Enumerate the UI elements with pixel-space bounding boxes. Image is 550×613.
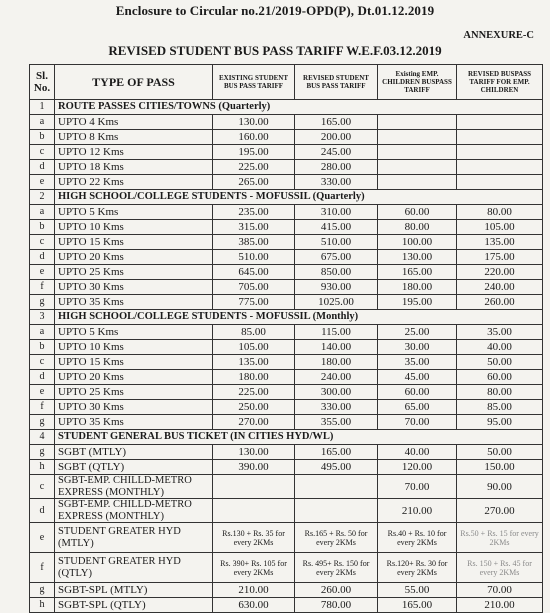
table-row xyxy=(30,250,543,265)
existing-emp-tariff: 80.00 xyxy=(378,220,457,235)
existing-student-tariff: Rs. 390+ Rs. 105 for every 2KMs xyxy=(213,553,295,583)
revised-student-tariff: 260.00 xyxy=(295,583,378,598)
existing-student-tariff: 85.00 xyxy=(213,325,295,340)
table-row xyxy=(30,295,543,310)
revised-emp-tariff: 40.00 xyxy=(457,340,543,355)
tariff-table xyxy=(29,64,543,613)
existing-emp-tariff: 165.00 xyxy=(378,265,457,280)
row-sl: d xyxy=(30,370,55,385)
pass-type: UPTO 10 Kms xyxy=(55,340,213,355)
existing-emp-tariff: 35.00 xyxy=(378,355,457,370)
pass-type: UPTO 20 Kms xyxy=(55,370,213,385)
existing-emp-tariff: 65.00 xyxy=(378,400,457,415)
row-sl: d xyxy=(30,250,55,265)
section-title: STUDENT GENERAL BUS TICKET (IN CITIES HYD/WL) xyxy=(55,430,543,445)
revised-student-tariff xyxy=(295,475,378,499)
table-row xyxy=(30,235,543,250)
pass-type: UPTO 20 Kms xyxy=(55,250,213,265)
pass-type: UPTO 30 Kms xyxy=(55,400,213,415)
existing-emp-tariff: 165.00 xyxy=(378,598,457,613)
revised-student-tariff: 200.00 xyxy=(295,130,378,145)
row-sl: d xyxy=(30,499,55,523)
existing-emp-tariff: 60.00 xyxy=(378,385,457,400)
existing-emp-tariff: 45.00 xyxy=(378,370,457,385)
existing-student-tariff: 160.00 xyxy=(213,130,295,145)
revised-emp-tariff: 220.00 xyxy=(457,265,543,280)
existing-emp-tariff: Rs.120+ Rs. 30 for every 2KMs xyxy=(378,553,457,583)
existing-emp-tariff xyxy=(378,145,457,160)
pass-type: UPTO 5 Kms xyxy=(55,205,213,220)
table-row xyxy=(30,355,543,370)
section-number: 4 xyxy=(30,430,55,445)
existing-student-tariff: 210.00 xyxy=(213,583,295,598)
pass-type: SGBT-EMP. CHILLD-METRO EXPRESS (MONTHLY) xyxy=(55,499,213,523)
revised-emp-tariff: 85.00 xyxy=(457,400,543,415)
section-title: ROUTE PASSES CITIES/TOWNS (Quarterly) xyxy=(55,100,543,115)
pass-type: UPTO 25 Kms xyxy=(55,385,213,400)
existing-student-tariff xyxy=(213,499,295,523)
existing-student-tariff xyxy=(213,475,295,499)
pass-type: UPTO 18 Kms xyxy=(55,160,213,175)
pass-type: UPTO 12 Kms xyxy=(55,145,213,160)
pass-type: UPTO 8 Kms xyxy=(55,130,213,145)
table-row xyxy=(30,598,543,613)
pass-type: STUDENT GREATER HYD (MTLY) xyxy=(55,523,213,553)
existing-emp-tariff: 40.00 xyxy=(378,445,457,460)
revised-student-tariff xyxy=(295,499,378,523)
revised-student-tariff: 245.00 xyxy=(295,145,378,160)
revised-student-tariff: 930.00 xyxy=(295,280,378,295)
existing-student-tariff: 390.00 xyxy=(213,460,295,475)
section-number: 2 xyxy=(30,190,55,205)
row-sl: e xyxy=(30,523,55,553)
table-row xyxy=(30,460,543,475)
pass-type: UPTO 15 Kms xyxy=(55,235,213,250)
revised-emp-tariff: 150.00 xyxy=(457,460,543,475)
existing-student-tariff: 510.00 xyxy=(213,250,295,265)
revised-student-tariff: 310.00 xyxy=(295,205,378,220)
row-sl: f xyxy=(30,553,55,583)
pass-type: STUDENT GREATER HYD (QTLY) xyxy=(55,553,213,583)
col-header-existing-emp: Existing EMP. CHILDREN BUSPASS TARIFF xyxy=(378,65,457,100)
revised-emp-tariff: 90.00 xyxy=(457,475,543,499)
revised-emp-tariff: 105.00 xyxy=(457,220,543,235)
existing-student-tariff: 130.00 xyxy=(213,115,295,130)
table-row xyxy=(30,385,543,400)
table-row xyxy=(30,220,543,235)
existing-student-tariff: 225.00 xyxy=(213,385,295,400)
tariff-body xyxy=(30,100,543,613)
existing-emp-tariff: 180.00 xyxy=(378,280,457,295)
revised-emp-tariff: 260.00 xyxy=(457,295,543,310)
revised-student-tariff: 165.00 xyxy=(295,445,378,460)
existing-emp-tariff: Rs.40 + Rs. 10 for every 2KMs xyxy=(378,523,457,553)
existing-student-tariff: 775.00 xyxy=(213,295,295,310)
pass-type: UPTO 10 Kms xyxy=(55,220,213,235)
existing-emp-tariff: 55.00 xyxy=(378,583,457,598)
existing-student-tariff: 130.00 xyxy=(213,445,295,460)
row-sl: g xyxy=(30,415,55,430)
header-row xyxy=(30,65,543,100)
pass-type: SGBT (MTLY) xyxy=(55,445,213,460)
existing-emp-tariff: 25.00 xyxy=(378,325,457,340)
pass-type: UPTO 25 Kms xyxy=(55,265,213,280)
pass-type: SGBT-EMP. CHILLD-METRO EXPRESS (MONTHLY) xyxy=(55,475,213,499)
table-row xyxy=(30,445,543,460)
table-row xyxy=(30,205,543,220)
table-row xyxy=(30,583,543,598)
revised-emp-tariff: 50.00 xyxy=(457,355,543,370)
existing-student-tariff: 195.00 xyxy=(213,145,295,160)
row-sl: h xyxy=(30,460,55,475)
existing-student-tariff: 225.00 xyxy=(213,160,295,175)
revised-emp-tariff: Rs.50 + Rs. 15 for every 2KMs xyxy=(457,523,543,553)
existing-emp-tariff xyxy=(378,175,457,190)
revised-student-tariff: 240.00 xyxy=(295,370,378,385)
table-row xyxy=(30,370,543,385)
pass-type: UPTO 5 Kms xyxy=(55,325,213,340)
existing-student-tariff: 135.00 xyxy=(213,355,295,370)
row-sl: b xyxy=(30,130,55,145)
existing-emp-tariff: 70.00 xyxy=(378,415,457,430)
revised-student-tariff: 510.00 xyxy=(295,235,378,250)
existing-emp-tariff: 210.00 xyxy=(378,499,457,523)
table-row xyxy=(30,145,543,160)
row-sl: a xyxy=(30,205,55,220)
revised-student-tariff: 355.00 xyxy=(295,415,378,430)
pass-type: UPTO 35 Kms xyxy=(55,295,213,310)
existing-student-tariff: 645.00 xyxy=(213,265,295,280)
col-header-sl: Sl. No. xyxy=(30,65,55,100)
revised-emp-tariff xyxy=(457,145,543,160)
revised-emp-tariff: 175.00 xyxy=(457,250,543,265)
section-header-row xyxy=(30,310,543,325)
section-title: HIGH SCHOOL/COLLEGE STUDENTS - MOFUSSIL (Monthly) xyxy=(55,310,543,325)
existing-student-tariff: Rs.130 + Rs. 35 for every 2KMs xyxy=(213,523,295,553)
existing-student-tariff: 105.00 xyxy=(213,340,295,355)
existing-student-tariff: 265.00 xyxy=(213,175,295,190)
row-sl: c xyxy=(30,235,55,250)
existing-emp-tariff: 130.00 xyxy=(378,250,457,265)
pass-type: UPTO 22 Kms xyxy=(55,175,213,190)
row-sl: h xyxy=(30,598,55,613)
revised-student-tariff: 330.00 xyxy=(295,400,378,415)
existing-student-tariff: 315.00 xyxy=(213,220,295,235)
revised-emp-tariff: 35.00 xyxy=(457,325,543,340)
col-header-type: TYPE OF PASS xyxy=(55,65,213,100)
annexure-label: ANNEXURE-C xyxy=(463,30,534,41)
existing-emp-tariff: 100.00 xyxy=(378,235,457,250)
revised-emp-tariff: 135.00 xyxy=(457,235,543,250)
revised-student-tariff: 675.00 xyxy=(295,250,378,265)
revised-student-tariff: 140.00 xyxy=(295,340,378,355)
revised-student-tariff: 300.00 xyxy=(295,385,378,400)
revised-student-tariff: 850.00 xyxy=(295,265,378,280)
row-sl: g xyxy=(30,295,55,310)
revised-student-tariff: 165.00 xyxy=(295,115,378,130)
row-sl: c xyxy=(30,145,55,160)
revised-emp-tariff xyxy=(457,175,543,190)
row-sl: g xyxy=(30,583,55,598)
revised-student-tariff: 180.00 xyxy=(295,355,378,370)
revised-student-tariff: 780.00 xyxy=(295,598,378,613)
row-sl: c xyxy=(30,475,55,499)
col-header-existing-student: EXISTING STUDENT BUS PASS TARIFF xyxy=(213,65,295,100)
revised-emp-tariff: 80.00 xyxy=(457,205,543,220)
row-sl: a xyxy=(30,325,55,340)
existing-student-tariff: 705.00 xyxy=(213,280,295,295)
row-sl: e xyxy=(30,175,55,190)
revised-student-tariff: 495.00 xyxy=(295,460,378,475)
row-sl: f xyxy=(30,280,55,295)
section-header-row xyxy=(30,100,543,115)
existing-student-tariff: 385.00 xyxy=(213,235,295,250)
existing-emp-tariff xyxy=(378,115,457,130)
table-row xyxy=(30,130,543,145)
existing-student-tariff: 250.00 xyxy=(213,400,295,415)
existing-emp-tariff: 195.00 xyxy=(378,295,457,310)
col-header-revised-student: REVISED STUDENT BUS PASS TARIFF xyxy=(295,65,378,100)
pass-type: UPTO 35 Kms xyxy=(55,415,213,430)
pass-type: SGBT-SPL (MTLY) xyxy=(55,583,213,598)
section-number: 3 xyxy=(30,310,55,325)
existing-student-tariff: 630.00 xyxy=(213,598,295,613)
revised-student-tariff: 330.00 xyxy=(295,175,378,190)
revised-emp-tariff: 80.00 xyxy=(457,385,543,400)
existing-emp-tariff xyxy=(378,130,457,145)
pass-type: UPTO 30 Kms xyxy=(55,280,213,295)
revised-student-tariff: 280.00 xyxy=(295,160,378,175)
row-sl: f xyxy=(30,400,55,415)
revised-emp-tariff: Rs. 150 + Rs. 45 for every 2KMs xyxy=(457,553,543,583)
row-sl: b xyxy=(30,340,55,355)
table-row xyxy=(30,400,543,415)
revised-student-tariff: Rs. 495+ Rs. 150 for every 2KMs xyxy=(295,553,378,583)
revised-emp-tariff: 210.00 xyxy=(457,598,543,613)
table-row xyxy=(30,415,543,430)
pass-type: UPTO 15 Kms xyxy=(55,355,213,370)
revised-emp-tariff: 50.00 xyxy=(457,445,543,460)
existing-emp-tariff: 120.00 xyxy=(378,460,457,475)
table-row xyxy=(30,175,543,190)
existing-emp-tariff: 30.00 xyxy=(378,340,457,355)
existing-student-tariff: 270.00 xyxy=(213,415,295,430)
table-row xyxy=(30,325,543,340)
section-title: HIGH SCHOOL/COLLEGE STUDENTS - MOFUSSIL (Quarterly) xyxy=(55,190,543,205)
existing-student-tariff: 235.00 xyxy=(213,205,295,220)
revised-student-tariff: 415.00 xyxy=(295,220,378,235)
revised-emp-tariff xyxy=(457,160,543,175)
section-header-row xyxy=(30,430,543,445)
revised-emp-tariff: 70.00 xyxy=(457,583,543,598)
table-row xyxy=(30,553,543,583)
table-row xyxy=(30,523,543,553)
revised-student-tariff: Rs.165 + Rs. 50 for every 2KMs xyxy=(295,523,378,553)
table-row xyxy=(30,475,543,499)
table-row xyxy=(30,160,543,175)
section-header-row xyxy=(30,190,543,205)
row-sl: g xyxy=(30,445,55,460)
existing-emp-tariff: 60.00 xyxy=(378,205,457,220)
revised-student-tariff: 1025.00 xyxy=(295,295,378,310)
existing-emp-tariff: 70.00 xyxy=(378,475,457,499)
revised-student-tariff: 115.00 xyxy=(295,325,378,340)
col-header-revised-emp: REVISED BUSPASS TARIFF FOR EMP. CHILDREN xyxy=(457,65,543,100)
existing-student-tariff: 180.00 xyxy=(213,370,295,385)
existing-emp-tariff xyxy=(378,160,457,175)
row-sl: d xyxy=(30,160,55,175)
pass-type: SGBT (QTLY) xyxy=(55,460,213,475)
revised-emp-tariff xyxy=(457,130,543,145)
tariff-title: REVISED STUDENT BUS PASS TARIFF W.E.F.03.12.2019 xyxy=(108,43,442,58)
row-sl: e xyxy=(30,265,55,280)
table-row xyxy=(30,265,543,280)
row-sl: a xyxy=(30,115,55,130)
row-sl: c xyxy=(30,355,55,370)
section-number: 1 xyxy=(30,100,55,115)
revised-emp-tariff xyxy=(457,115,543,130)
revised-emp-tariff: 270.00 xyxy=(457,499,543,523)
revised-emp-tariff: 95.00 xyxy=(457,415,543,430)
row-sl: b xyxy=(30,220,55,235)
table-row xyxy=(30,499,543,523)
table-row xyxy=(30,115,543,130)
pass-type: UPTO 4 Kms xyxy=(55,115,213,130)
pass-type: SGBT-SPL (QTLY) xyxy=(55,598,213,613)
table-row xyxy=(30,280,543,295)
revised-emp-tariff: 240.00 xyxy=(457,280,543,295)
row-sl: e xyxy=(30,385,55,400)
revised-emp-tariff: 60.00 xyxy=(457,370,543,385)
circular-title: Enclosure to Circular no.21/2019-OPD(P), Dt.01.12.2019 xyxy=(115,3,435,18)
table-row xyxy=(30,340,543,355)
